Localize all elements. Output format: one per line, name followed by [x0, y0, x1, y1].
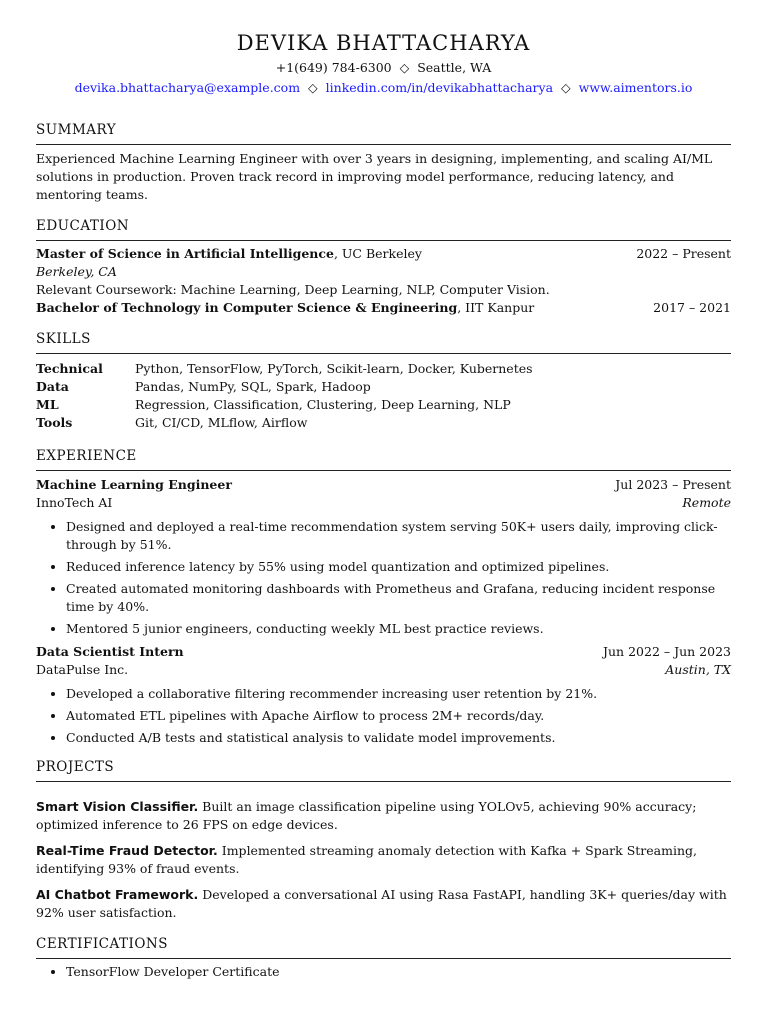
skill-value: Regression, Classification, Clustering, Deep Learning, NLP	[135, 397, 511, 412]
project-desc: Developed a conversational AI using Rasa FastAPI, handling 3K+ queries/day with 92% user satisfaction.	[36, 887, 727, 920]
section-title-skills: SKILLS	[36, 329, 731, 354]
bullet-item: • Conducted A/B tests and statistical analysis to validate model improvements.	[66, 729, 731, 747]
project-name: Smart Vision Classifier.	[36, 799, 199, 814]
job-bullets	[36, 518, 731, 638]
linkedin-link[interactable]: linkedin.com/in/devikabhattacharya	[325, 80, 554, 95]
contact-line	[36, 58, 731, 78]
education-item	[36, 299, 731, 317]
job-role: Data Scientist Intern	[36, 644, 184, 659]
job-dates: Jun 2022 – Jun 2023	[603, 644, 731, 659]
certification-item: • TensorFlow Developer Certificate	[66, 963, 731, 981]
skill-label: ML	[36, 397, 59, 412]
job-bullets	[36, 685, 731, 747]
job-company: DataPulse Inc.	[36, 662, 129, 677]
section-title-education: EDUCATION	[36, 216, 731, 241]
school: , IIT Kanpur	[457, 300, 535, 315]
edu-dates: 2017 – 2021	[653, 300, 731, 315]
summary-text: Experienced Machine Learning Engineer with over 3 years in designing, implementing, and scaling AI/ML solutions in production. Proven track record in improving model performance, reducing latency, and mentoring teams.	[36, 151, 713, 202]
bullet-item: • Developed a collaborative filtering recommender increasing user retention by 21%.	[66, 685, 731, 703]
edu-note: Relevant Coursework: Machine Learning, Deep Learning, NLP, Computer Vision.	[36, 282, 550, 297]
education-item	[36, 245, 731, 299]
candidate-name: DEVIKA BHATTACHARYA	[236, 31, 531, 55]
school: , UC Berkeley	[333, 246, 422, 261]
project-name: AI Chatbot Framework.	[36, 887, 199, 902]
skill-value: Git, CI/CD, MLflow, Airflow	[135, 415, 308, 430]
job-entry	[36, 643, 731, 747]
separator: ◇	[399, 60, 410, 75]
skill-value: Python, TensorFlow, PyTorch, Scikit-learn, Docker, Kubernetes	[135, 361, 533, 376]
skill-row	[36, 360, 731, 378]
skill-row	[36, 378, 731, 396]
section-title-projects: PROJECTS	[36, 757, 731, 782]
job-company: InnoTech AI	[36, 495, 113, 510]
job-entry	[36, 476, 731, 638]
degree: Bachelor of Technology in Computer Science & Engineering	[36, 300, 458, 315]
resume-page	[36, 28, 731, 985]
project-item	[36, 798, 731, 834]
links-line	[36, 78, 731, 98]
skill-row	[36, 396, 731, 414]
project-item	[36, 842, 731, 878]
email-link[interactable]: devika.bhattacharya@example.com	[74, 80, 301, 95]
bullet-item: • Reduced inference latency by 55% using model quantization and optimized pipelines.	[66, 558, 731, 576]
job-dates: Jul 2023 – Present	[615, 477, 731, 492]
skill-label: Data	[36, 379, 69, 394]
bullet-item: • Created automated monitoring dashboards with Prometheus and Grafana, reducing incident response time by 40%.	[66, 580, 731, 616]
edu-location: Berkeley, CA	[36, 264, 117, 279]
certifications-list	[36, 963, 731, 981]
job-location: Austin, TX	[665, 662, 731, 677]
degree: Master of Science in Artificial Intelligence	[36, 246, 334, 261]
section-title-experience: EXPERIENCE	[36, 446, 731, 471]
job-role: Machine Learning Engineer	[36, 477, 232, 492]
website-link[interactable]: www.aimentors.io	[578, 80, 693, 95]
project-item	[36, 886, 731, 922]
skill-label: Tools	[36, 415, 73, 430]
skill-label: Technical	[36, 361, 103, 376]
bullet-item: • Mentored 5 junior engineers, conducting weekly ML best practice reviews.	[66, 620, 731, 638]
separator: ◇	[308, 80, 318, 95]
section-title-summary: SUMMARY	[36, 120, 731, 145]
phone: +1(649) 784-6300	[275, 60, 392, 75]
edu-dates: 2022 – Present	[636, 246, 731, 261]
skill-value: Pandas, NumPy, SQL, Spark, Hadoop	[135, 379, 371, 394]
bullet-item: • Designed and deployed a real-time recommendation system serving 50K+ users daily, improving click-through by 51%.	[66, 518, 731, 554]
project-desc: Built an image classification pipeline using YOLOv5, achieving 90% accuracy; optimized inference to 26 FPS on edge devices.	[36, 799, 697, 832]
skills-list	[36, 360, 731, 432]
location: Seattle, WA	[417, 60, 492, 75]
skill-row	[36, 414, 731, 432]
section-title-certifications: CERTIFICATIONS	[36, 934, 731, 959]
separator: ◇	[561, 80, 571, 95]
job-location: Remote	[682, 495, 731, 510]
bullet-item: • Automated ETL pipelines with Apache Airflow to process 2M+ records/day.	[66, 707, 731, 725]
project-desc: Implemented streaming anomaly detection with Kafka + Spark Streaming, identifying 93% of fraud events.	[36, 843, 697, 876]
project-name: Real-Time Fraud Detector.	[36, 843, 218, 858]
